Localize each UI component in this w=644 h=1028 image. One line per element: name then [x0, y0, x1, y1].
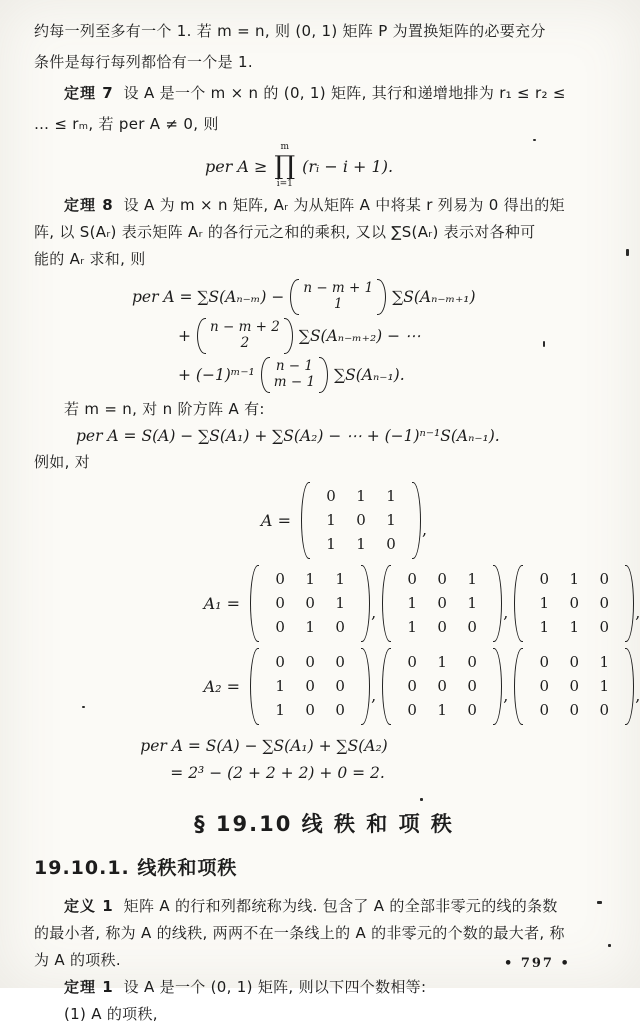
- matrix-cell: 0: [467, 677, 477, 695]
- matrix-cell: 0: [599, 594, 610, 612]
- matrix-cell: 1: [275, 701, 285, 719]
- matrix-separator: ,: [371, 686, 377, 705]
- matrix-separator: ,: [421, 520, 428, 539]
- matrix-cell: 1: [569, 570, 580, 588]
- example-result-line-1: per A = S(A) − ∑S(A₁) + ∑S(A₂): [140, 737, 388, 755]
- formula-lhs: per A ≥: [204, 156, 268, 176]
- section-heading: § 19.10 线 秩 和 项 秩: [194, 812, 454, 836]
- definition1-label: 定义 1: [64, 897, 114, 915]
- matrix-cell: 0: [335, 653, 345, 671]
- paren-shape: [270, 357, 319, 393]
- definition1-line-3: 为 A 的项秩.: [34, 951, 121, 969]
- matrix-label: A₁ =: [203, 594, 241, 613]
- theorem8-text: 设 A 为 m × n 矩阵, Aᵣ 为从矩阵 A 中将某 r 列易为 0 得出的矩: [123, 196, 565, 214]
- matrix-cell: 1: [326, 511, 336, 529]
- matrix-cell: 0: [569, 701, 580, 719]
- matrix-cell: 1: [599, 653, 610, 671]
- matrix-separator: ,: [503, 603, 509, 622]
- matrix-cell: 0: [407, 701, 417, 719]
- expansion-line3-post: ∑S(Aₙ₋₁).: [334, 365, 405, 384]
- binomial-coefficient-3: [261, 357, 328, 393]
- binomial-entry: n − m + 2: [210, 318, 280, 335]
- matrix-cell: 0: [275, 618, 285, 636]
- matrix-separator: ,: [503, 686, 509, 705]
- right-paren-shape: [361, 648, 370, 725]
- paren-shape: [197, 318, 206, 354]
- right-paren-shape: [493, 648, 502, 725]
- matrix-cell: 1: [467, 570, 477, 588]
- paren-shape: [261, 357, 270, 393]
- square-case-line: 若 m = n, 对 n 阶方阵 A 有:: [64, 400, 265, 418]
- product-lower-limit: i=1: [276, 179, 293, 189]
- matrix-body: [382, 648, 502, 725]
- expansion-line1-post: ∑S(Aₙ₋ₘ₊₁): [392, 287, 476, 306]
- definition1-line-2: 的最小者, 称为 A 的线秩, 两两不在一条线上的 A 的非零元的个数的最大者, 称: [34, 924, 565, 942]
- intro-line-2: 条件是每行每列都恰有一个是 1.: [34, 53, 253, 71]
- binomial-entry: 2: [240, 334, 250, 351]
- matrix-cell: 0: [275, 570, 285, 588]
- matrix-cell: 1: [305, 618, 315, 636]
- binomial-coefficient-2: [197, 318, 293, 354]
- matrix-cell: 0: [539, 570, 550, 588]
- matrix-body: [301, 482, 421, 559]
- matrix-cell: 1: [407, 618, 417, 636]
- matrix-separator: ,: [635, 603, 641, 622]
- matrix-grid: [391, 565, 493, 642]
- matrix-cell: 0: [407, 677, 417, 695]
- matrix-body: [514, 565, 634, 642]
- matrix-grid: [391, 648, 493, 725]
- matrix-separator: ,: [635, 686, 641, 705]
- scan-artifact: [608, 944, 611, 947]
- matrix-cell: 0: [326, 487, 336, 505]
- matrix-cell: 1: [275, 677, 285, 695]
- matrix-cell: 0: [305, 594, 315, 612]
- expansion-line3-pre: + (−1)ᵐ⁻¹: [178, 365, 255, 384]
- matrix-cell: 1: [326, 535, 336, 553]
- theorem1-item-1: (1) A 的项秩,: [64, 1005, 158, 1023]
- paren-shape: [377, 279, 386, 315]
- left-paren-shape: [382, 565, 391, 642]
- matrix-cell: 0: [569, 594, 580, 612]
- matrix-cell: 0: [305, 701, 315, 719]
- scan-artifact: [597, 901, 602, 904]
- matrix-label: A =: [260, 511, 291, 530]
- matrix-cell: 0: [467, 701, 477, 719]
- matrix-group-A2: [204, 648, 644, 725]
- definition1-text: 矩阵 A 的行和列都统称为线. 包含了 A 的全部非零元的线的条数: [123, 897, 558, 915]
- scan-artifact: [533, 139, 536, 141]
- right-paren-shape: [625, 648, 634, 725]
- matrix-cell: 1: [569, 618, 580, 636]
- matrix-cell: 0: [275, 653, 285, 671]
- matrix-grid: [310, 482, 412, 559]
- left-paren-shape: [250, 565, 259, 642]
- matrix-group-A1: [204, 565, 644, 642]
- subsection-heading: 19.10.1. 线秩和项秩: [34, 857, 238, 879]
- matrix-cell: 0: [407, 570, 417, 588]
- matrix-cell: 1: [335, 570, 345, 588]
- scan-artifact: [543, 341, 545, 347]
- matrix-grid: [259, 648, 361, 725]
- theorem7-label: 定理 7: [64, 84, 114, 102]
- matrix-cell: 0: [569, 653, 580, 671]
- formula-example-result: [140, 733, 387, 787]
- right-paren-shape: [412, 482, 421, 559]
- matrix-cell: 0: [407, 653, 417, 671]
- matrix-cell: 1: [386, 487, 396, 505]
- matrix-cell: 1: [467, 594, 477, 612]
- example-intro-line: 例如, 对: [34, 453, 91, 471]
- matrix-cell: 0: [275, 594, 285, 612]
- paren-shape: [284, 318, 293, 354]
- matrix-cell: 0: [437, 677, 447, 695]
- page-number: • 797 •: [504, 956, 571, 971]
- matrix-cell: 0: [335, 701, 345, 719]
- matrix-cell: 1: [539, 618, 550, 636]
- left-paren-shape: [514, 565, 523, 642]
- matrix-body: [514, 648, 634, 725]
- right-paren-shape: [493, 565, 502, 642]
- product-symbol: ∏: [274, 151, 296, 181]
- paren-shape: [290, 279, 299, 315]
- theorem1-line-1: [34, 974, 614, 1001]
- matrix-cell: 1: [437, 653, 447, 671]
- matrix-cell: 0: [539, 701, 550, 719]
- right-paren-shape: [361, 565, 370, 642]
- expansion-line-1: [132, 277, 614, 316]
- matrix-cell: 0: [569, 677, 580, 695]
- matrix-grid: [523, 565, 625, 642]
- theorem7-line-2: … ≤ rₘ, 若 per A ≠ 0, 则: [34, 115, 219, 133]
- matrix-body: [250, 648, 370, 725]
- matrix-cell: 0: [437, 570, 447, 588]
- expansion-line2-pre: +: [178, 326, 191, 345]
- formula-per-expansion: [132, 277, 614, 394]
- matrix-cell: 0: [599, 618, 610, 636]
- matrix-cell: 1: [356, 535, 366, 553]
- theorem8-line-1: [34, 192, 614, 219]
- theorem1-label: 定理 1: [64, 978, 114, 996]
- matrix-cell: 1: [386, 511, 396, 529]
- left-paren-shape: [250, 648, 259, 725]
- definition1-line-1: [34, 893, 614, 920]
- matrix-separator: ,: [371, 603, 377, 622]
- matrix-cell: 0: [335, 618, 345, 636]
- scan-artifact: [82, 706, 85, 708]
- matrix-body: [382, 565, 502, 642]
- matrix-label: A₂ =: [203, 677, 241, 696]
- product-operator: [274, 143, 295, 189]
- matrix-cell: 0: [305, 653, 315, 671]
- theorem8-line-2: 阵, 以 S(Aᵣ) 表示矩阵 Aᵣ 的各行元之和的乘积, 又以 ∑S(Aᵣ) 表示对各种可: [34, 223, 536, 241]
- matrix-cell: 1: [407, 594, 417, 612]
- left-paren-shape: [514, 648, 523, 725]
- theorem8-line-3: 能的 Aᵣ 求和, 则: [34, 250, 146, 268]
- paren-shape: [206, 318, 284, 354]
- product-upper-limit: m: [280, 142, 290, 152]
- expansion-line-2: [132, 316, 614, 355]
- matrix-cell: 1: [437, 701, 447, 719]
- matrix-cell: 1: [305, 570, 315, 588]
- matrix-cell: 0: [539, 653, 550, 671]
- left-paren-shape: [382, 648, 391, 725]
- binomial-entry: n − 1: [275, 357, 313, 374]
- expansion-line1-pre: per A = ∑S(Aₙ₋ₘ) −: [132, 287, 285, 306]
- matrix-cell: 0: [356, 511, 366, 529]
- expansion-line-3: [132, 355, 614, 394]
- matrix-cell: 0: [437, 618, 447, 636]
- theorem7-text: 设 A 是一个 m × n 的 (0, 1) 矩阵, 其行和递增地排为 r₁ ≤ r₂ ≤: [123, 84, 566, 102]
- scan-artifact: [420, 798, 423, 801]
- intro-line-1: 约每一列至多有一个 1. 若 m = n, 则 (0, 1) 矩阵 P 为置换矩阵的必要充分: [34, 22, 546, 40]
- theorem1-text: 设 A 是一个 (0, 1) 矩阵, 则以下四个数相等:: [123, 978, 427, 996]
- matrix-cell: 1: [335, 594, 345, 612]
- theorem7-line-1: [34, 78, 614, 109]
- matrix-cell: 0: [335, 677, 345, 695]
- matrix-cell: 0: [467, 618, 477, 636]
- formula-per-lower-bound: [9, 140, 589, 192]
- matrix-cell: 0: [599, 570, 610, 588]
- formula-square-case: per A = S(A) − ∑S(A₁) + ∑S(A₂) − ⋯ + (−1)ⁿ⁻¹S(Aₙ₋₁).: [76, 427, 500, 445]
- matrix-cell: 1: [539, 594, 550, 612]
- binomial-entry: n − m + 1: [303, 279, 374, 296]
- matrix-grid: [259, 565, 361, 642]
- formula-rhs: (rᵢ − i + 1).: [302, 156, 394, 176]
- example-result-line-2: = 2³ − (2 + 2 + 2) + 0 = 2.: [170, 764, 385, 782]
- matrix-cell: 0: [599, 701, 610, 719]
- paren-shape: [319, 357, 328, 393]
- left-paren-shape: [301, 482, 310, 559]
- matrix-cell: 0: [539, 677, 550, 695]
- matrix-cell: 0: [437, 594, 447, 612]
- binomial-coefficient-1: [290, 279, 386, 315]
- scan-artifact: [626, 249, 629, 256]
- binomial-entry: m − 1: [273, 373, 316, 390]
- binomial-entry: 1: [333, 295, 343, 312]
- matrix-cell: 0: [386, 535, 396, 553]
- right-paren-shape: [625, 565, 634, 642]
- expansion-line2-post: ∑S(Aₙ₋ₘ₊₂) − ⋯: [298, 326, 421, 345]
- matrix-A: [261, 482, 431, 559]
- matrix-cell: 0: [305, 677, 315, 695]
- matrix-cell: 1: [599, 677, 610, 695]
- theorem8-label: 定理 8: [64, 196, 114, 214]
- paren-shape: [299, 279, 377, 315]
- matrix-body: [250, 565, 370, 642]
- matrix-grid: [523, 648, 625, 725]
- matrix-cell: 0: [467, 653, 477, 671]
- matrix-cell: 1: [356, 487, 366, 505]
